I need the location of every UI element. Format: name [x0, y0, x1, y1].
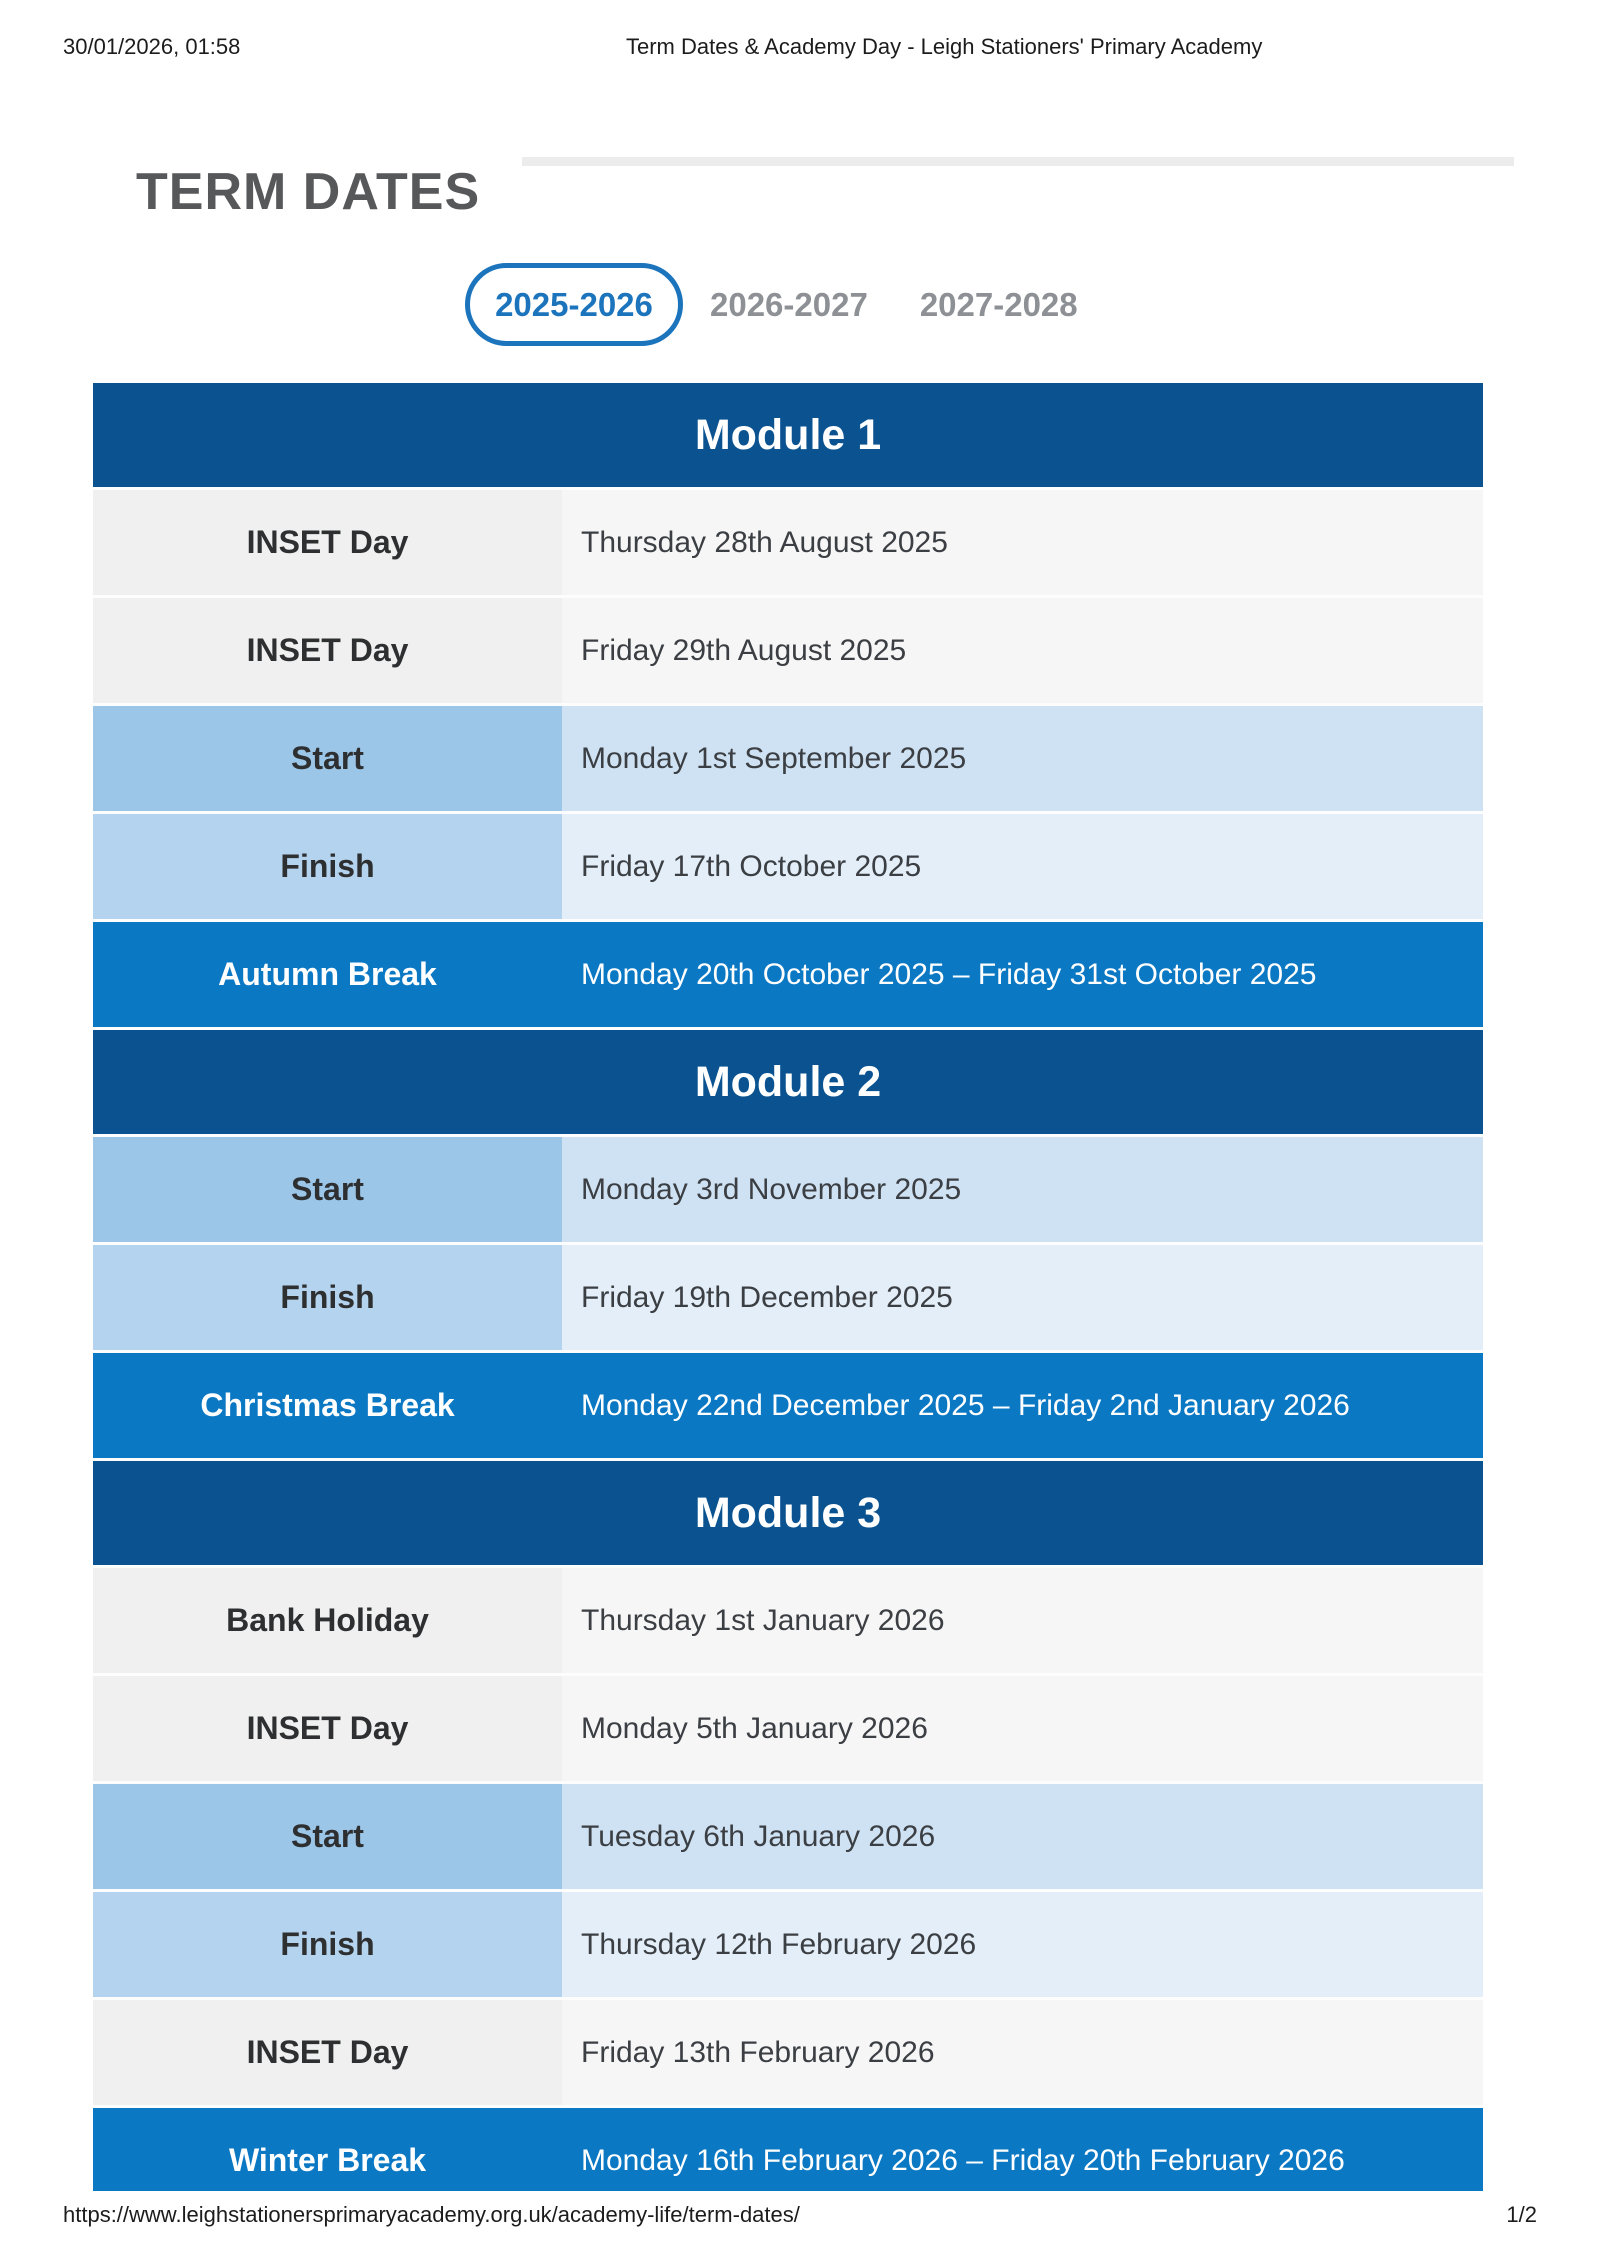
row-label: INSET Day [93, 1676, 562, 1781]
print-footer-url: https://www.leighstationersprimaryacademy.org.uk/academy-life/term-dates/ [63, 2202, 800, 2227]
row-label: Winter Break [93, 2108, 562, 2191]
module-header: Module 3 [93, 1461, 1483, 1568]
row-label: Bank Holiday [93, 1568, 562, 1673]
table-row [93, 490, 1483, 598]
page-title: TERM DATES [136, 163, 481, 221]
row-value: Monday 20th October 2025 – Friday 31st October 2025 [562, 922, 1483, 1027]
print-header-title: Term Dates & Academy Day - Leigh Stationers' Primary Academy [626, 34, 1263, 59]
row-label: Finish [93, 1245, 562, 1350]
header-divider [522, 157, 1514, 166]
row-label: Christmas Break [93, 1353, 562, 1458]
row-value: Friday 29th August 2025 [562, 598, 1483, 703]
print-header-datetime: 30/01/2026, 01:58 [63, 34, 241, 59]
table-row [93, 2108, 1483, 2191]
row-value: Friday 19th December 2025 [562, 1245, 1483, 1350]
row-label: Finish [93, 814, 562, 919]
tab-2025-2026[interactable]: 2025-2026 [465, 263, 683, 346]
row-value: Thursday 1st January 2026 [562, 1568, 1483, 1673]
row-label: Start [93, 1784, 562, 1889]
table-row [93, 1137, 1483, 1245]
row-value: Monday 22nd December 2025 – Friday 2nd January 2026 [562, 1353, 1483, 1458]
table-row [93, 1892, 1483, 2000]
row-label: INSET Day [93, 2000, 562, 2105]
row-value: Monday 5th January 2026 [562, 1676, 1483, 1781]
row-value: Friday 13th February 2026 [562, 2000, 1483, 2105]
module-header: Module 1 [93, 383, 1483, 490]
table-row [93, 1245, 1483, 1353]
table-row [93, 1676, 1483, 1784]
year-tabs [465, 263, 1078, 346]
row-value: Monday 1st September 2025 [562, 706, 1483, 811]
tab-2026-2027[interactable]: 2026-2027 [710, 285, 868, 323]
table-row [93, 598, 1483, 706]
tab-2027-2028[interactable]: 2027-2028 [919, 285, 1078, 323]
term-dates-table [93, 383, 1483, 2191]
row-value: Friday 17th October 2025 [562, 814, 1483, 919]
table-row [93, 814, 1483, 922]
row-label: Start [93, 706, 562, 811]
row-value: Tuesday 6th January 2026 [562, 1784, 1483, 1889]
row-value: Monday 16th February 2026 – Friday 20th February 2026 [562, 2108, 1483, 2191]
row-label: Autumn Break [93, 922, 562, 1027]
row-label: Finish [93, 1892, 562, 1997]
row-value: Thursday 28th August 2025 [562, 490, 1483, 595]
row-label: Start [93, 1137, 562, 1242]
table-row [93, 1568, 1483, 1676]
table-row [93, 2000, 1483, 2108]
row-label: INSET Day [93, 598, 562, 703]
table-row [93, 1784, 1483, 1892]
table-row [93, 922, 1483, 1030]
row-value: Monday 3rd November 2025 [562, 1137, 1483, 1242]
print-footer-page-indicator: 1/2 [1506, 2202, 1537, 2227]
row-value: Thursday 12th February 2026 [562, 1892, 1483, 1997]
row-label: INSET Day [93, 490, 562, 595]
table-row [93, 1353, 1483, 1461]
table-row [93, 706, 1483, 814]
module-header: Module 2 [93, 1030, 1483, 1137]
